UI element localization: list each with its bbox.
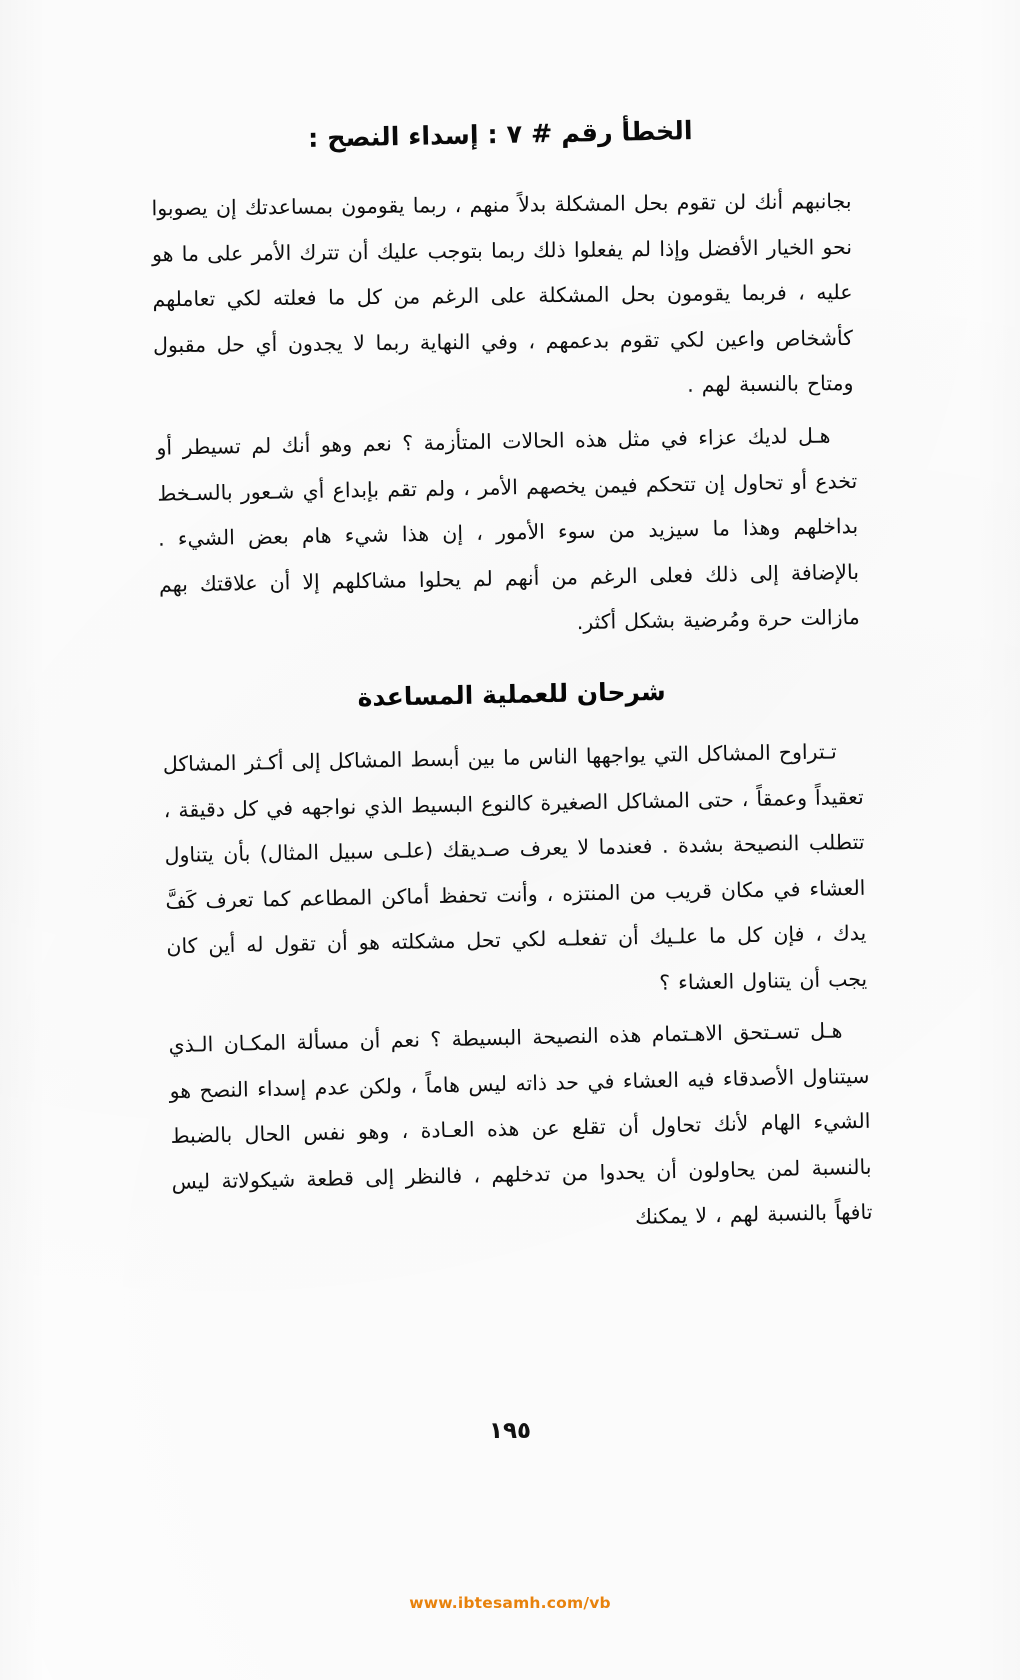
site-watermark: www.ibtesamh.com/vb	[409, 1594, 611, 1612]
page-number: ١٩٥	[488, 1418, 532, 1444]
page-text-block	[150, 111, 873, 1256]
body-paragraph-1: بجانبهم أنك لن تقوم بحل المشكلة بدلاً منهم ، ربما يقومون بمساعدتك إن يصوبوا نحو الخيار الأفضل وإذا لم يفعلوا ذلك ربما بتوجب عليك أن تترك الأمر على ما هو عليه ، فربما يقومون بحل المشكلة على الرغم من كل ما فعلته لكي تعاملهم كأشخاص واعين لكي تقوم بدعمهم ، وفي النهاية ربما لا يجدون أي حل مقبول ومتاح بالنسبة لهم .	[151, 189, 854, 398]
chapter-heading: الخطأ رقم # ٧ : إسداء النصح :	[307, 116, 693, 154]
section-heading: شرحان للعملية المساعدة	[357, 677, 666, 713]
body-paragraph-3: تـتراوح المشاكل التي يواجهها الناس ما بين أبسط المشاكل إلى أكـثر المشاكل تعقيداً وعمقاً ، حتى المشاكل الصغيرة كالنوع البسيط الذي نواجهه في كل دقيقة ، تتطلب النصيحة بشدة . فعندما لا يعرف صـديقك (علـى سبيل المثال) بأن يتناول العشاء في مكان قريب من المنتزه ، وأنت تحفظ أماكن المطاعم كما تعرف كَفَّ يدك ، فإن كل ما علـيك أن تفعلـه لكي تحل مشكلته هو أن تقول له أين كان يجب أن يتناول العشاء ؟	[162, 739, 868, 995]
body-paragraph-4: هـل تسـتحق الاهـتمام هذه النصيحة البسيطة ؟ نعم أن مسألة المكـان الـذي سيتناول الأصدقاء فيه العشاء في حد ذاته ليس هاماً ، ولكن عدم إسداء النصح هو الشيء الهام لأنك تحاول أن تقلع عن هذه العـادة ، وهو نفس الحال بالضبط بالنسبة لمن يحاولون أن يحدوا من تدخلهم ، فالنظر إلى قطعة شيكولاتة ليس تافهاً بالنسبة لهم ، لا يمكنك	[168, 1018, 873, 1230]
body-paragraph-2: هـل لديك عزاء في مثل هذه الحالات المتأزمة ؟ نعم وهو أنك لم تسيطر أو تخدع أو تحاول إن تتحكم فيمن يخصهم الأمر ، ولم تقم بإبداع أي شـعور بالسـخط بداخلهم وهذا ما سيزيد من سوء الأمور ، إن هذا شيء هام بعض الشيء . بالإضافة إلى ذلك فعلى الرغم من أنهم لم يحلوا مشاكلهم إلا أن علاقتك بهم مازالت حرة ومُرضية بشكل أكثر.	[156, 423, 860, 634]
